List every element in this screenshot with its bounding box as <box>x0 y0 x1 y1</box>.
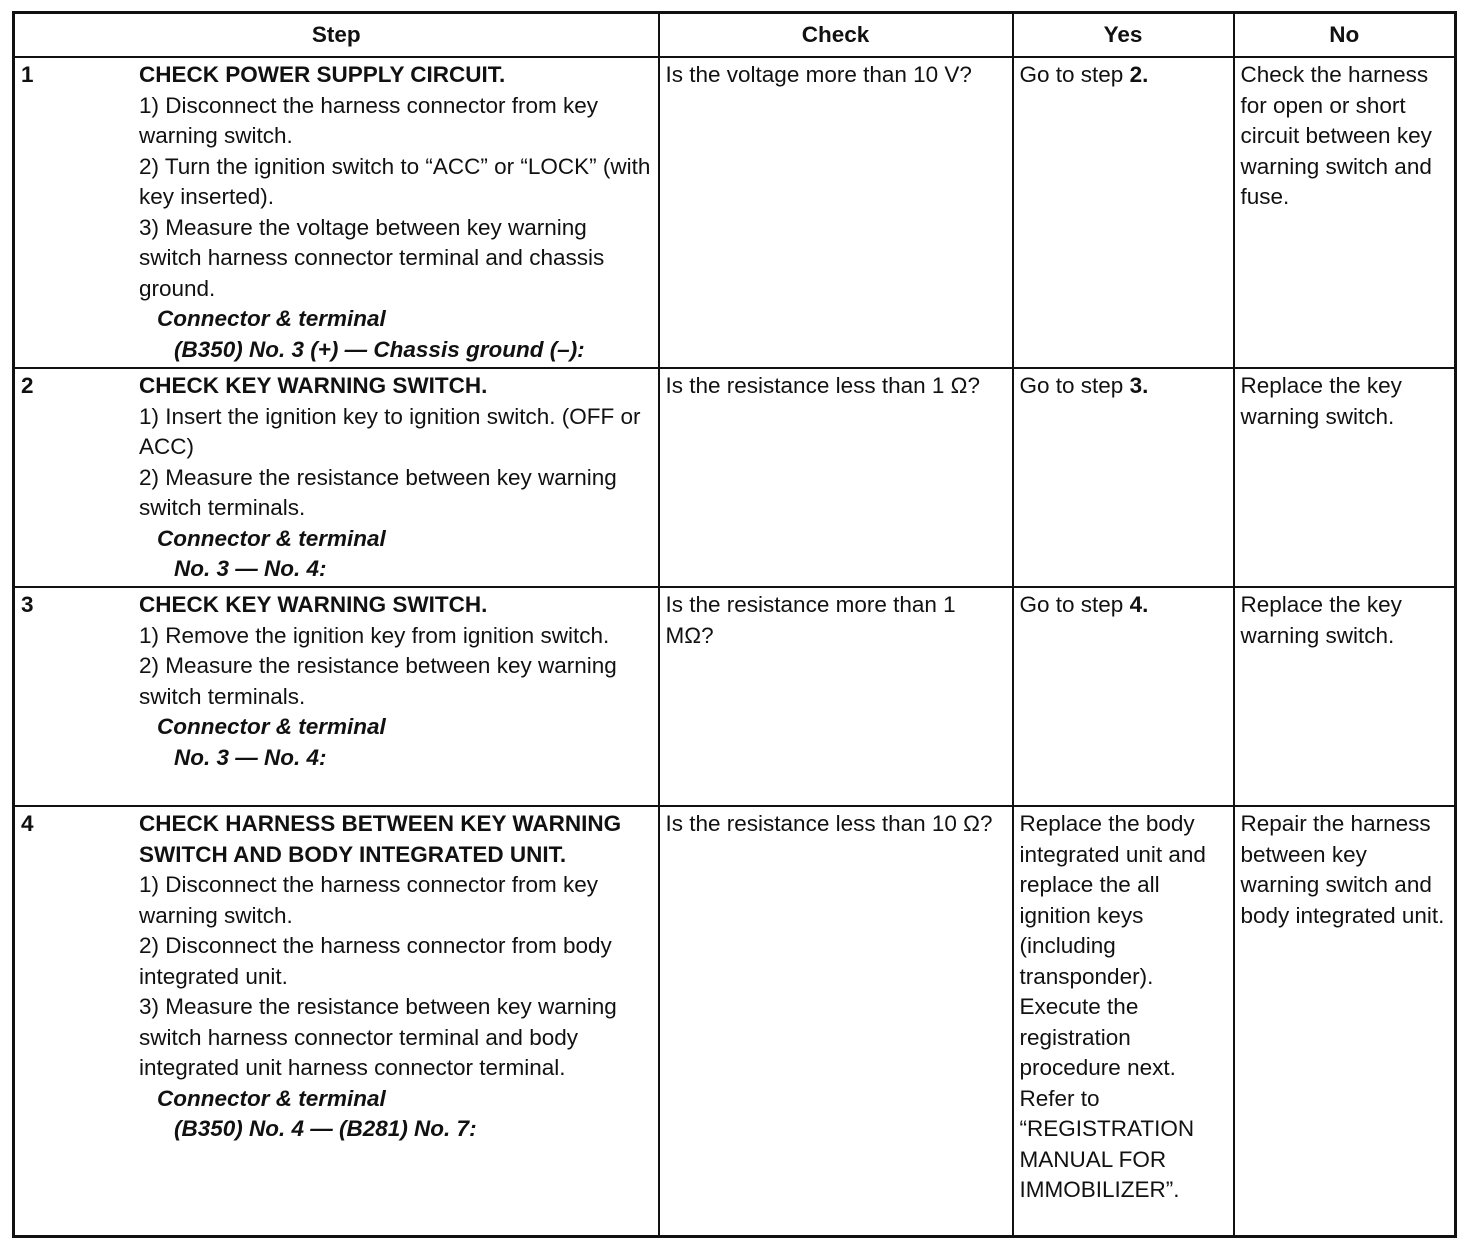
yes-cell: Replace the body integrated unit and replace the all ignition keys (including transponder). Execute the registration procedure next. Refer to “REGISTRATION MANUAL FOR IMMOBILIZER”. <box>1013 806 1234 1237</box>
connector-label: Connector & terminal <box>157 525 386 551</box>
step-cell <box>14 806 659 1237</box>
yes-cell <box>1013 57 1234 368</box>
header-row <box>14 13 1456 58</box>
connector-label: Connector & terminal <box>157 714 386 739</box>
yes-prefix: Go to step <box>1019 373 1130 398</box>
step-title: CHECK KEY WARNING SWITCH. <box>139 373 488 398</box>
connector-value: No. 3 — No. 4: <box>174 556 327 581</box>
step-number: 2 <box>21 373 34 398</box>
no-cell: Replace the key warning switch. <box>1234 587 1456 806</box>
step-instruction: 3) Measure the resistance between key warning switch harness connector terminal and body integrated unit harness connector terminal. <box>139 994 617 1080</box>
check-cell: Is the resistance less than 1 Ω? <box>659 368 1013 587</box>
step-instruction: 1) Disconnect the harness connector from key warning switch. <box>139 92 598 148</box>
no-cell: Check the harness for open or short circuit between key warning switch and fuse. <box>1234 57 1456 368</box>
step-instruction: 3) Measure the voltage between key warning switch harness connector terminal and chassis ground. <box>139 214 605 301</box>
step-instruction: 2) Measure the resistance between key warning switch terminals. <box>139 464 617 520</box>
header-step: Step <box>14 13 659 58</box>
step-instruction: 1) Insert the ignition key to ignition switch. (OFF or ACC) <box>139 403 641 459</box>
yes-step: 4. <box>1129 592 1149 617</box>
step-instruction: 2) Measure the resistance between key warning switch terminals. <box>139 653 617 709</box>
step-instruction: 2) Disconnect the harness connector from body integrated unit. <box>139 933 612 989</box>
step-cell <box>14 368 659 587</box>
step-title: CHECK POWER SUPPLY CIRCUIT. <box>139 62 506 87</box>
check-cell: Is the resistance more than 1 MΩ? <box>659 587 1013 806</box>
connector-value: (B350) No. 4 — (B281) No. 7: <box>174 1116 477 1141</box>
step-number: 4 <box>21 811 34 836</box>
step-cell <box>14 57 659 368</box>
connector-value: (B350) No. 3 (+) — Chassis ground (–): <box>174 336 585 362</box>
no-cell: Replace the key warning switch. <box>1234 368 1456 587</box>
step-instruction: 1) Remove the ignition key from ignition switch. <box>139 622 610 648</box>
table-row <box>14 587 1456 806</box>
diagnostic-table <box>12 11 1457 1238</box>
no-cell: Repair the harness between key warning switch and body integrated unit. <box>1234 806 1456 1237</box>
yes-step: 3. <box>1129 373 1149 398</box>
step-title: CHECK KEY WARNING SWITCH. <box>139 592 488 617</box>
header-yes: Yes <box>1013 13 1234 58</box>
step-cell <box>14 587 659 806</box>
yes-cell <box>1013 587 1234 806</box>
connector-label: Connector & terminal <box>157 1085 386 1111</box>
step-number: 1 <box>21 62 34 87</box>
yes-prefix: Go to step <box>1019 592 1130 617</box>
table-row <box>14 806 1456 1237</box>
yes-prefix: Go to step <box>1019 62 1130 87</box>
table-row <box>14 368 1456 587</box>
step-instruction: 1) Disconnect the harness connector from key warning switch. <box>139 872 598 928</box>
header-no: No <box>1234 13 1456 58</box>
step-title: CHECK HARNESS BETWEEN KEY WARNING SWITCH AND BODY INTEGRATED UNIT. <box>139 811 622 867</box>
header-check: Check <box>659 13 1013 58</box>
connector-value: No. 3 — No. 4: <box>174 744 327 770</box>
connector-label: Connector & terminal <box>157 306 386 331</box>
yes-step: 2. <box>1129 62 1149 87</box>
yes-cell <box>1013 368 1234 587</box>
table-row <box>14 57 1456 368</box>
step-number: 3 <box>21 592 34 617</box>
step-instruction: 2) Turn the ignition switch to “ACC” or “LOCK” (with key inserted). <box>139 153 651 209</box>
check-cell: Is the voltage more than 10 V? <box>659 57 1013 368</box>
check-cell: Is the resistance less than 10 Ω? <box>659 806 1013 1237</box>
